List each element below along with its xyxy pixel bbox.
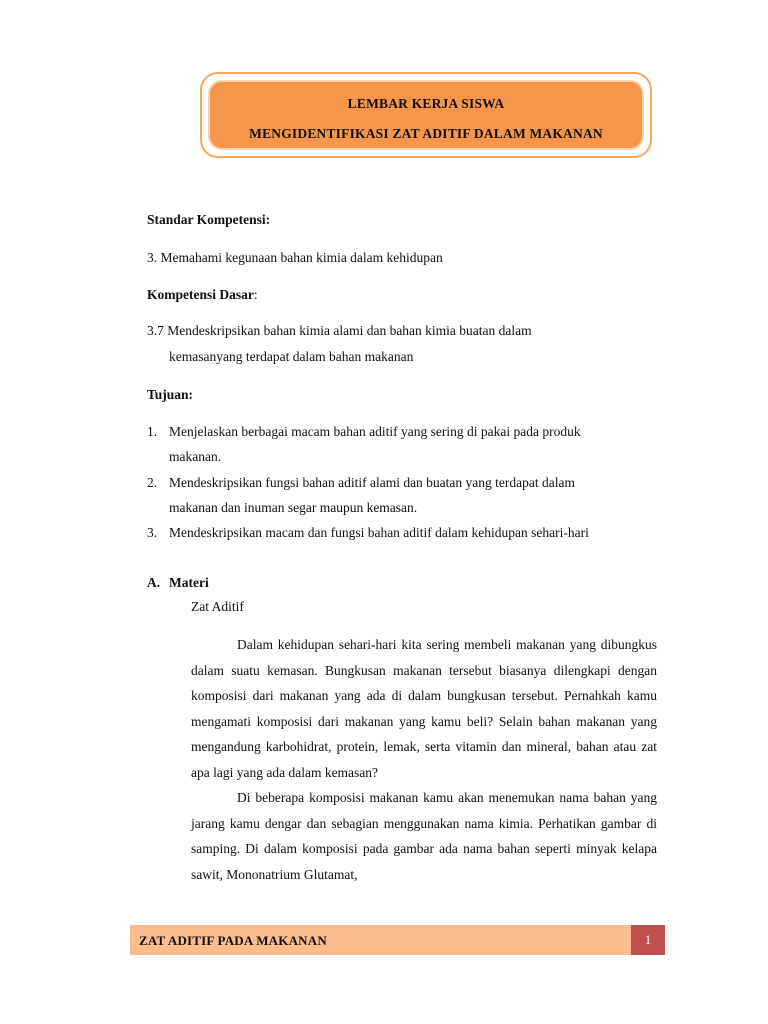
worksheet-subtitle: MENGIDENTIFIKASI ZAT ADITIF DALAM MAKANAN [249,126,603,141]
materi-body [191,632,657,887]
page-footer [130,925,665,955]
kompetensi-dasar-item-line2: kemasanyang terdapat dalam bahan makanan [169,349,414,364]
kompetensi-dasar-heading [147,288,258,302]
title-box-inner [208,80,644,150]
kompetensi-dasar-item-line1: 3.7 Mendeskripsikan bahan kimia alami dan bahan kimia buatan dalam [147,323,532,338]
tujuan-item-number: 3. [147,525,158,540]
kompetensi-dasar-colon: : [253,287,258,302]
tujuan-item-line1: Mendeskripsikan macam dan fungsi bahan aditif dalam kehidupan sehari-hari [169,525,589,540]
standar-kompetensi-item: 3. Memahami kegunaan bahan kimia dalam kehidupan [147,250,443,265]
standar-kompetensi-heading: Standar Kompetensi: [147,212,271,227]
tujuan-item-line1: Mendeskripsikan fungsi bahan aditif alami dan buatan yang terdapat dalam [169,475,575,490]
materi-paragraph-1: Dalam kehidupan sehari-hari kita sering membeli makanan yang dibungkus dalam suatu kemasan. Bungkusan makanan tersebut biasanya dilengkapi dengan komposisi dari makanan yang ada di dalam bungkusan tersebut. Pernahkah kamu mengamati komposisi dari makanan yang kamu beli? Selain bahan makanan yang mengandung karbohidrat, protein, lemak, serta vitamin dan mineral, bahan atau zat apa lagi yang ada dalam kemasan? [191,637,657,780]
worksheet-title: LEMBAR KERJA SISWA [347,96,505,111]
title-box [200,72,652,158]
materi-subheading: Zat Aditif [191,599,244,614]
tujuan-item-line2: makanan. [169,449,222,464]
materi-paragraph-2: Di beberapa komposisi makanan kamu akan menemukan nama bahan yang jarang kamu dengar dan sebagian menggunakan nama kimia. Perhatikan gambar di samping. Di dalam komposisi pada gambar ada nama bahan seperti minyak kelapa sawit, Mononatrium Glutamat, [191,790,657,882]
kompetensi-dasar-heading-text: Kompetensi Dasar [147,287,254,302]
page-number-badge: 1 [631,925,665,955]
footer-title: ZAT ADITIF PADA MAKANAN [139,933,327,948]
tujuan-item-number: 2. [147,475,158,490]
tujuan-item-line1: Menjelaskan berbagai macam bahan aditif yang sering di pakai pada produk [169,424,581,439]
tujuan-item-number: 1. [147,424,158,439]
tujuan-heading: Tujuan: [147,387,194,402]
tujuan-item-line2: makanan dan inuman segar maupun kemasan. [169,500,418,515]
materi-letter: A. [147,575,161,590]
materi-heading: Materi [169,575,209,590]
